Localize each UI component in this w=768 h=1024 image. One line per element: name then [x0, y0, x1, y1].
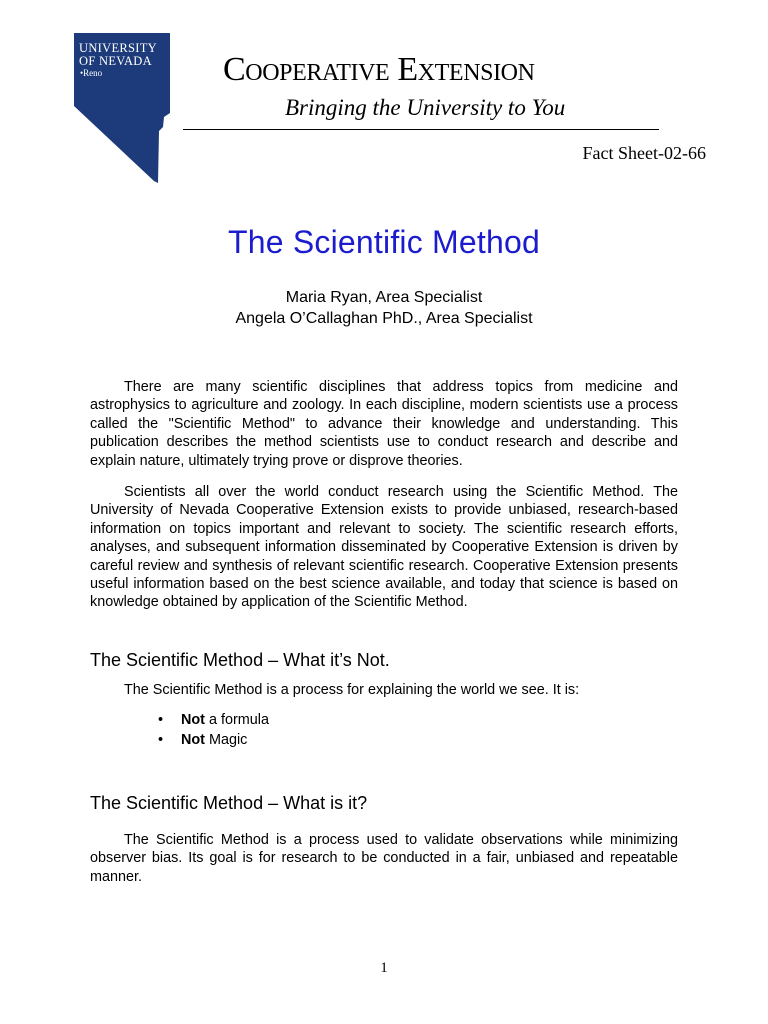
extension-paragraph: Scientists all over the world conduct research using the Scientific Method. The University of Nevada Cooperative Extension exists to provide unbiased, research-based information on topics important and relevant to society. The scientific research efforts, analyses, and subsequent information disseminated by Cooperative Extension is driven by careful review and synthesis of relevant scientific research. Cooperative Extension presents useful information based on the best science available, and today that science is based on knowledge obtained by application of the Scientific Method. — [90, 484, 678, 611]
list-item-text: a formula — [204, 712, 269, 728]
section2-paragraph: The Scientific Method is a process used to validate observations while minimizing observer bias. Its goal is for research to be conducted in a fair, unbiased and repeatable manner. — [90, 832, 678, 885]
bullet-icon: • — [158, 712, 164, 728]
page-number: 1 — [380, 960, 388, 976]
list-item-emphasis: Not — [181, 732, 205, 748]
header-divider — [183, 129, 659, 130]
bullet-icon: • — [158, 732, 164, 748]
list-item — [158, 710, 269, 730]
not-list — [158, 710, 269, 750]
section-heading-what-its-not: The Scientific Method – What it’s Not. — [90, 650, 390, 670]
logo-line-university: UNIVERSITY — [79, 41, 157, 55]
section1-intro: The Scientific Method is a process for explaining the world we see. It is: — [124, 682, 580, 698]
logo-line-reno: •Reno — [80, 68, 103, 78]
logo-line-nevada: OF NEVADA — [79, 54, 152, 68]
document-title: The Scientific Method — [228, 224, 540, 260]
list-item-emphasis: Not — [181, 712, 205, 728]
intro-paragraph: There are many scientific disciplines that address topics from medicine and astrophysics to agriculture and zoology. In each discipline, modern scientists use a process called the "Scientific Method" to advance their knowledge and understanding. This publication describes the method scientists use to conduct research and describe and explain nature, ultimately trying prove or disprove theories. — [90, 379, 678, 469]
logo-wordmark — [79, 42, 157, 79]
header-tagline: Bringing the University to You — [285, 95, 566, 120]
list-item — [158, 730, 269, 750]
header-title: Cooperative Extension — [223, 51, 535, 88]
author-list — [0, 287, 768, 329]
author-1: Maria Ryan, Area Specialist — [285, 289, 483, 306]
author-2: Angela O’Callaghan PhD., Area Specialist — [235, 310, 533, 327]
fact-sheet-number: Fact Sheet-02-66 — [582, 143, 706, 163]
section-heading-what-is-it: The Scientific Method – What is it? — [90, 793, 368, 813]
list-item-text: Magic — [204, 732, 248, 748]
university-logo — [74, 33, 170, 183]
